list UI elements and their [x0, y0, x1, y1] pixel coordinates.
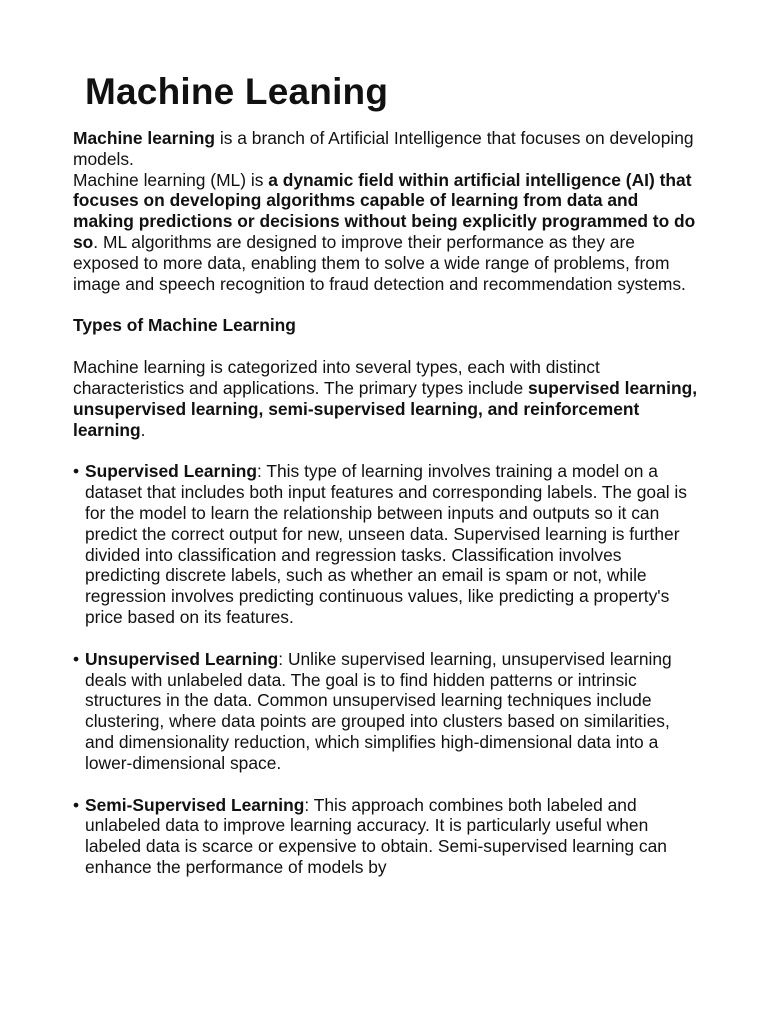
bullet-text: : This approach combines both labeled and unlabeled data to improve learning accuracy. It is particularly useful when labeled data is scarce or expensive to obtain. Semi-supervised learning can enhance the performance of models by	[85, 794, 667, 877]
types-intro-text: Machine learning is categorized into several types, each with distinct characteristics and applications. The primary types include	[73, 357, 600, 398]
spacer	[73, 440, 701, 461]
types-intro-end: .	[140, 419, 146, 440]
bullet-icon: •	[73, 648, 80, 669]
spacer	[73, 628, 701, 649]
intro-text-1: is a branch of Artificial Intelligence that focuses on developing models.	[73, 128, 694, 169]
bullet-text: : This type of learning involves training a model on a dataset that includes both input features and corresponding labels. The goal is for the model to learn the relationship between inputs and outputs so it can predict the correct output for new, unseen data. Supervised learning is further divided into classification and regression tasks. Classification involves predicting discrete labels, such as whether an email is spam or not, while regression involves predicting continuous values, like predicting a property's price based on its features.	[85, 461, 687, 627]
bullet-supervised	[73, 461, 701, 627]
spacer	[73, 774, 701, 795]
spacer	[73, 336, 701, 357]
intro-definition: a dynamic field within artificial intelligence (AI) that focuses on developing algorithms capable of learning from data and making predictions or decisions without being explicitly programmed to do so	[73, 169, 696, 252]
bullet-unsupervised	[73, 649, 701, 774]
bullet-term: Semi-Supervised Learning	[85, 794, 305, 815]
document-body	[73, 128, 701, 878]
section-heading-types: Types of Machine Learning	[73, 315, 296, 336]
bullet-semi-supervised	[73, 795, 701, 878]
bullet-icon: •	[73, 794, 80, 815]
types-intro-paragraph	[73, 357, 701, 440]
page-title: Machine Leaning	[85, 71, 389, 112]
intro-paragraph-2	[73, 170, 701, 295]
bullet-term: Unsupervised Learning	[85, 648, 279, 669]
bullet-term: Supervised Learning	[85, 461, 258, 482]
intro-text-2a: Machine learning (ML) is	[73, 169, 269, 190]
intro-term: Machine learning	[73, 128, 216, 148]
bullet-text: : Unlike supervised learning, unsupervised learning deals with unlabeled data. The goal is to find hidden patterns or intrinsic structures in the data. Common unsupervised learning techniques include clustering, where data points are grouped into clusters based on similarities, and dimensionality reduction, which simplifies high-dimensional data into a lower-dimensional space.	[85, 648, 672, 773]
intro-paragraph-1	[73, 128, 701, 170]
intro-text-2b: . ML algorithms are designed to improve their performance as they are exposed to more data, enabling them to solve a wide range of problems, from image and speech recognition to fraud detection and recommendation systems.	[73, 231, 686, 294]
spacer	[73, 294, 701, 315]
types-list-bold: supervised learning, unsupervised learning, semi-supervised learning, and reinforcement learning	[73, 377, 698, 440]
bullet-icon: •	[73, 461, 80, 482]
